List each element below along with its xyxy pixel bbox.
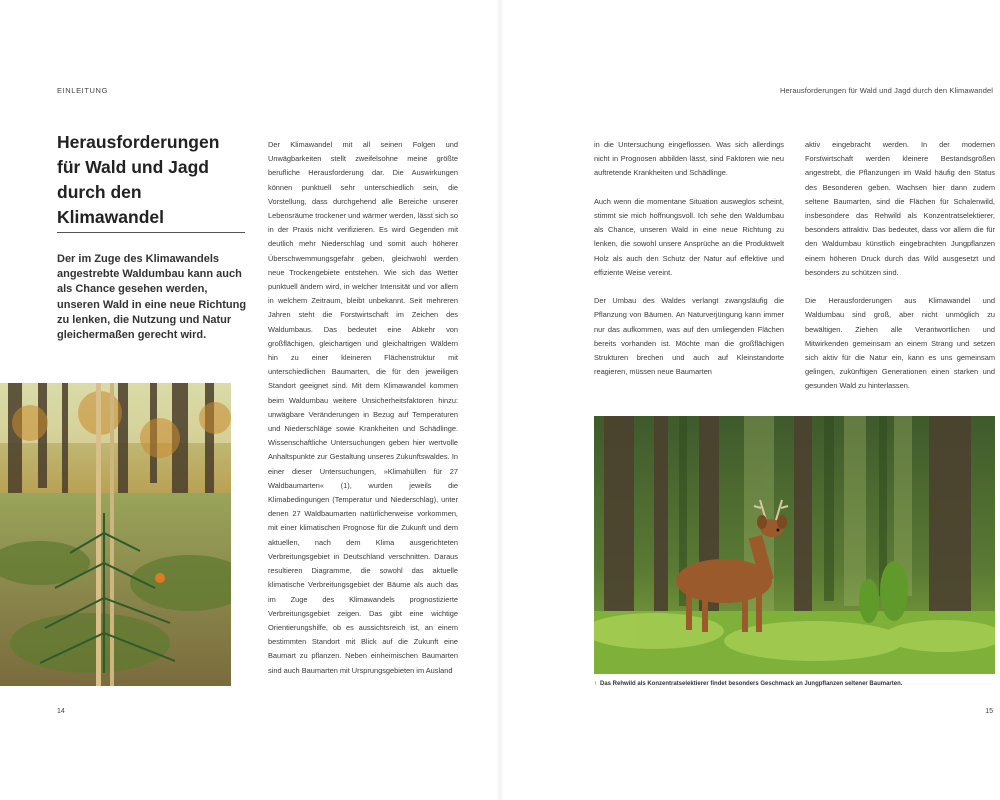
arrow-up-icon: ↑: [594, 681, 597, 687]
photo-roe-deer: [594, 416, 995, 674]
title-divider: [57, 232, 245, 233]
left-body-column: [268, 138, 458, 692]
body-paragraph: in die Untersuchung eingeflossen. Was sich allerdings nicht in Prognosen abbilden lässt, sind Faktoren wie neu auftretende Krankheiten und Schädlinge.: [594, 140, 784, 178]
right-body-column-2: [805, 138, 995, 408]
lead-paragraph: Der im Zuge des Klimawandels angestrebte Waldumbau kann auch als Chance gesehen werden, unseren Wald in eine neue Richtung zu lenken, die Nutzung und Natur gleichermaßen gerecht wird.: [57, 253, 247, 342]
young-fir-image: [0, 383, 231, 686]
caption-text: Das Rehwild als Konzentratselektierer findet besonders Geschmack an Jungpflanzen seltener Baumarten.: [600, 681, 903, 687]
gutter-shadow: [496, 0, 504, 800]
body-paragraph: aktiv eingebracht werden. In der modernen Forstwirtschaft werden kleinere Bestandsgrößen angestrebt, die Pflanzungen im Wald häufig den Status des Besonderen geben. Wachsen hier dann zudem seltene Baumarten, sind die Flächen für Schalenwild, insbesondere das Rehwild als Konzentratselektierer, besonders attraktiv. Das bedeutet, dass vor allem die für den Waldumbau künstlich eingebrachten Jungpflanzen einem höheren Druck durch das Wild ausgesetzt und besonders zu schützen sind.: [805, 140, 995, 277]
body-paragraph: Der Klimawandel mit all seinen Folgen und Unwägbarkeiten stellt zweifelsohne meine größte berufliche Herausforderung dar. Die Auswirkungen können punktuell sehr unterschiedlich sein, die Vorstellung, dass durchgehend alle Bereiche unserer Lebensräume trockener und wärmer werden, lässt sich so in der Praxis nicht verifizieren. Es wird Gegenden mit deutlich mehr Niederschlag und somit auch höherer Überschwemmungsgefahr geben, gleichwohl werden neue Trockengebiete entstehen. Wie sich das Wetter punktuell ändern wird, in welcher Intensität und vor allem in welchem Zeitraum, bleibt unbekannt. Seit mehreren Jahren steht die Forstwirtschaft im Zeichen des Waldumbaus. Das bedeutet eine Abkehr von großflächigen, gleichartigen und gleichaltrigen Wäldern hin zu einer kleineren Flächenstruktur mit unterschiedlichen Baumarten, die für den jeweiligen Standort geeignet sind. Mit dem Klimawandel kommen beim Waldumbau weitere Unsicherheitsfaktoren hinzu: unwägbare Veränderungen in Bezug auf Temperaturen und Niederschläge sowie Krankheiten und Schädlinge. Wissenschaftliche Untersuchungen geben hier wertvolle Anhaltspunkte zur Gestaltung unseres Zukunftswaldes. In einer dieser Untersuchungen, »Klimahüllen für 27 Waldbaumarten« (1), wurden jeweils die Klimabedingungen (Temperatur und Niederschlag), unter denen 27 Waldbaumarten natürlicherweise vorkommen, mit einer klimatischen Prognose für die Zukunft und dem aktuellen, nach dem Klima ausgerichteten Verbreitungsgebiet in Deutschland verschnitten. Daraus resultieren Diagramme, die sowohl das aktuelle klimatische Verbreitungsgebiet der Bäume als auch das im Zuge des Klimawandels prognostizierte Verbreitungsgebiet zeigen. Das gibt eine wichtige Orientierungshilfe, ob es aussichtsreich ist, an einem bestimmten Standort mit Blick auf die Zukunft eine Baumart zu pflanzen. Neben einheimischen Baumarten sind auch Baumarten mit Ursprungsgebieten im Ausland: [268, 140, 458, 675]
running-head-left: EINLEITUNG: [57, 86, 109, 95]
body-paragraph: Die Herausforderungen aus Klimawandel und Waldumbau sind groß, aber nicht unmöglich zu bewältigen. Ziehen alle Verantwortlichen und Mitwirkenden gemeinsam an einem Strang und setzen sich aktiv für die Natur ein, kann es uns gemeinsam gelingen, zukünftigen Generationen einen starken und gesunden Wald zu hinterlassen.: [805, 296, 995, 391]
page-number-right: 15: [985, 708, 993, 715]
right-body-column-1: [594, 138, 784, 394]
page-number-left: 14: [57, 708, 65, 715]
body-paragraph: Auch wenn die momentane Situation ausweglos scheint, stimmt sie mich hoffnungsvoll. Ich sehe den Waldumbau als Chance, unseren Wald in eine neue Richtung zu lenken, die sowohl unsere Ansprüche an die Produktwelt Holz als auch den Schutz der Natur auf effektive und effiziente Weise vereint.: [594, 196, 784, 277]
roe-deer-image: [594, 416, 995, 674]
photo-caption: [594, 681, 995, 687]
body-paragraph: Der Umbau des Waldes verlangt zwangsläufig die Pflanzung von Bäumen. An Naturverjüngung kann immer nur das aufkommen, was auf den umliegenden Flächen bereits vorhanden ist. Möchte man die großflächigen Strukturen brechen und auch auf Kleinstandorte reagieren, müssen neue Baumarten: [594, 296, 784, 377]
photo-young-fir: [0, 383, 231, 686]
running-head-right: Herausforderungen für Wald und Jagd durch den Klimawandel: [779, 86, 993, 95]
chapter-title: Herausforderungen für Wald und Jagd durch den Klimawandel: [57, 132, 220, 227]
